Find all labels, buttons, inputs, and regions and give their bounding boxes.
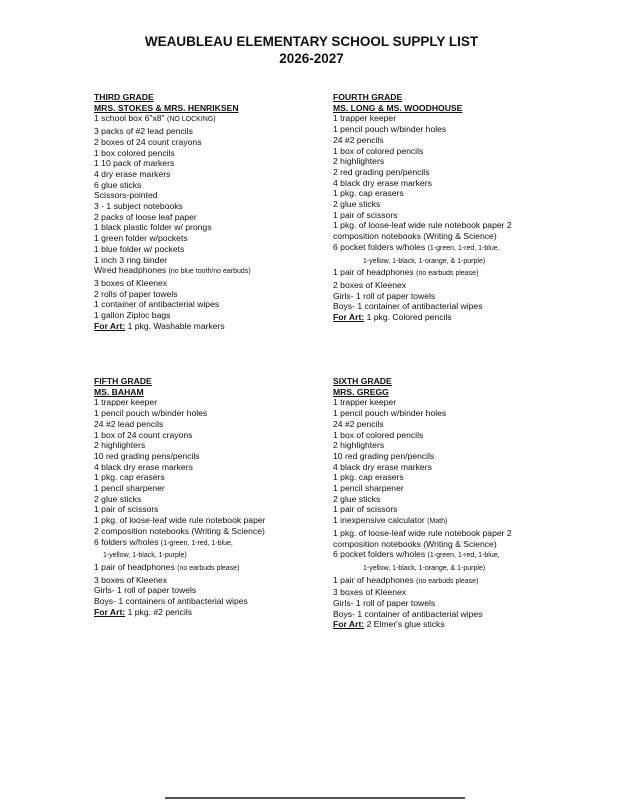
supply-item [333,178,593,189]
supply-item [333,301,593,312]
supply-item [94,137,326,148]
supply-item-text: 1 box of colored pencils [333,145,424,156]
supply-item [333,242,593,255]
supply-item-text: Boys- 1 container of antibacterial wipes [333,301,483,312]
supply-item [94,278,326,289]
supply-item [94,575,326,586]
supply-item-text: 2 rolls of paper towels [94,288,178,299]
teacher-heading: MS. BAHAM [94,386,144,397]
supply-item [333,451,593,462]
supply-item [94,504,326,515]
supply-item-text: 24 #2 pencils [333,418,384,429]
fifth-grade-column [94,376,326,617]
bottom-divider [165,797,465,799]
art-value: 1 pkg. Colored pencils [364,312,452,323]
supply-item-text: 1 pkg. of loose-leaf wide rule notebook paper [94,515,266,526]
supply-item [94,180,326,191]
supply-item [94,233,326,244]
supply-item [333,167,593,178]
supply-item-text: 3 - 1 subject notebooks [94,201,183,212]
grade-heading: THIRD GRADE [94,92,154,102]
supply-item [333,587,593,598]
art-value: 1 pkg. #2 pencils [125,606,193,617]
supply-item-text: 1 pencil pouch w/binder holes [333,124,447,135]
art-label: For Art: [94,320,126,331]
supply-item [333,609,593,620]
supply-item-text: 1 pkg. cap erasers [333,188,404,199]
supply-item [94,537,326,550]
supply-item-note: (1-green, 1-red, 1-blue, [427,244,500,252]
art-label: For Art: [333,619,365,630]
supply-item [94,244,326,255]
supply-item [94,255,326,266]
supply-item-text: 1 pkg. cap erasers [333,472,404,483]
teacher-heading: MS. LONG & MS. WOODHOUSE [333,102,463,113]
supply-item-text: 1 pkg. cap erasers [94,472,165,483]
supply-item-text: 1 box of 24 count crayons [94,429,193,440]
supply-item-text: 1 pair of headphones [333,267,417,278]
supply-item-note: 1-yellow, 1-black, 1-purple) [103,552,187,560]
art-label: For Art: [333,312,365,323]
supply-item-note: (NO LOCKING) [166,116,216,124]
supply-item-text: 2 highlighters [333,156,385,167]
supply-item-note: (1-green, 1-red, 1-blue, [160,539,233,547]
art-value: 2 Elmer's glue sticks [364,619,445,630]
supply-item [333,220,593,231]
supply-item-text: 1 box of colored pencils [333,429,424,440]
supply-item-text: 2 glue sticks [333,199,381,210]
supply-item [94,494,326,505]
supply-item [94,526,326,537]
supply-item [333,528,593,539]
supply-item [333,549,593,562]
supply-item-note: (no blue tooth/no earbuds) [168,268,251,276]
art-supply [333,619,593,630]
supply-item [333,419,593,430]
supply-item-text: Boys- 1 container of antibacterial wipes [333,608,483,619]
art-value: 1 pkg. Washable markers [125,320,225,331]
supply-item-note: (no earbuds please) [177,564,240,572]
grade-heading: FOURTH GRADE [333,92,403,102]
supply-item [94,169,326,180]
supply-item-text: 4 dry erase markers [94,168,171,179]
supply-item-text: 1 10 pack of markers [94,158,175,169]
supply-item-text: 6 glue sticks [94,179,142,190]
supply-item-text: 1 pair of headphones [333,574,417,585]
supply-list [333,397,593,619]
supply-item-text: 10 red grading pen/pencils [333,450,435,461]
supply-item-text: 1 gallon Ziploc bags [94,310,171,321]
supply-item-text: 2 packs of loose leaf paper [94,211,197,222]
supply-item [94,113,326,126]
supply-item-text: 6 pocket folders w/holes [333,241,428,252]
grade-heading: SIXTH GRADE [333,376,392,386]
supply-item [94,148,326,159]
supply-item-text: 2 glue sticks [333,493,381,504]
supply-item-note: 1-yellow, 1-black, 1-orange, & 1-purple) [363,257,486,265]
supply-item [333,267,593,280]
supply-item-text: Girls- 1 roll of paper towels [333,290,436,301]
supply-item-text: 4 black dry erase markers [333,461,432,472]
supply-item-note: (no earbuds please) [416,577,479,585]
supply-item [333,494,593,505]
supply-item [94,562,326,575]
supply-item-text: 2 highlighters [94,440,146,451]
supply-item-text: 2 red grading pen/pencils [333,166,430,177]
supply-item-text: composition notebooks (Writing & Science) [333,231,497,242]
supply-item-text: 6 pocket folders w/holes [333,549,428,560]
supply-item-note: (1-green, 1-red, 1-blue, [427,552,500,560]
supply-item-text: 2 composition notebooks (Writing & Science) [94,525,265,536]
supply-item-text: Wired headphones [94,265,169,276]
supply-item [333,462,593,473]
supply-item-note: 1-yellow, 1-black, 1-orange, & 1-purple) [363,564,486,572]
supply-item-note: (no earbuds please) [416,270,479,278]
supply-item-text: composition notebooks (Writing & Science) [333,538,497,549]
supply-item-note: (Math) [427,518,448,526]
supply-item-text: 3 packs of #2 lead pencils [94,126,193,137]
supply-item-text: 3 boxes of Kleenex [94,574,168,585]
supply-item [94,440,326,451]
supply-item [94,585,326,596]
supply-item [94,265,326,278]
supply-list [94,113,326,320]
supply-item-text: 1 inexpensive calculator [333,515,428,526]
supply-item [333,210,593,221]
supply-item-text: 1 pair of headphones [94,561,178,572]
supply-item-text: 24 #2 lead pencils [94,418,164,429]
supply-item [94,430,326,441]
supply-item [94,472,326,483]
teacher-heading: MRS. STOKES & MRS. HENRIKSEN [94,102,239,113]
supply-item-text: 1 pair of scissors [333,504,398,515]
supply-item [333,280,593,291]
supply-item [333,539,593,550]
supply-item [333,199,593,210]
supply-item-text: 1 box colored pencils [94,147,175,158]
supply-item [94,397,326,408]
supply-item [333,598,593,609]
supply-item [333,113,593,124]
supply-item [94,222,326,233]
sixth-grade-column [333,376,593,630]
supply-item-text: 1 inch 3 ring binder [94,254,168,265]
supply-item [94,408,326,419]
grade-heading: FIFTH GRADE [94,376,152,386]
supply-item-text: Scissors-pointed [94,190,158,201]
supply-item-text: 1 blue folder w/ pockets [94,243,185,254]
supply-item-text: 1 pencil sharpener [94,483,165,494]
supply-item [333,255,593,268]
supply-item-text: 1 pencil pouch w/binder holes [333,408,447,419]
supply-item [94,310,326,321]
supply-item-text: Girls- 1 roll of paper towels [333,598,436,609]
supply-item-text: 6 folders w/holes [94,536,161,547]
art-supply [94,607,326,618]
supply-item-text: 1 pair of scissors [94,504,159,515]
supply-item [94,549,326,562]
supply-item-text: 1 trapper keeper [333,397,397,408]
supply-item-text: 1 green folder w/pockets [94,233,188,244]
fourth-grade-column [333,92,593,323]
supply-item-text: 2 boxes of Kleenex [333,279,407,290]
supply-item-text: 3 boxes of Kleenex [333,587,407,598]
supply-item [94,299,326,310]
supply-item [333,440,593,451]
supply-item-text: 1 trapper keeper [94,397,158,408]
supply-item-text: 3 boxes of Kleenex [94,277,168,288]
supply-item-text: 4 black dry erase markers [94,461,193,472]
title-line-2: 2026-2027 [279,51,344,66]
supply-item-text: 1 trapper keeper [333,113,397,124]
supply-item [333,291,593,302]
supply-item [333,124,593,135]
supply-item [333,156,593,167]
supply-list [333,113,593,312]
supply-item [94,289,326,300]
supply-item [333,146,593,157]
supply-item-text: 1 pkg. of loose-leaf wide rule notebook paper 2 [333,220,512,231]
supply-item-text: 2 boxes of 24 count crayons [94,136,202,147]
supply-item [94,212,326,223]
supply-item [333,472,593,483]
supply-item [333,231,593,242]
supply-item [94,126,326,137]
supply-item [94,190,326,201]
supply-item [333,408,593,419]
title-line-1: WEAUBLEAU ELEMENTARY SCHOOL SUPPLY LIST [144,34,479,49]
supply-item [94,451,326,462]
supply-item [94,462,326,473]
art-label: For Art: [94,606,126,617]
supply-item-text: 1 pencil sharpener [333,483,404,494]
supply-item-text: 24 #2 pencils [333,134,384,145]
supply-item [333,515,593,528]
supply-item [333,135,593,146]
page-title [0,33,623,67]
supply-item-text: 1 black plastic folder w/ prongs [94,222,212,233]
supply-item-text: 2 glue sticks [94,493,142,504]
third-grade-column [94,92,326,331]
supply-item-text: 2 highlighters [333,440,385,451]
supply-item [333,504,593,515]
supply-item-text: 10 red grading pens/pencils [94,450,200,461]
supply-item [94,515,326,526]
supply-item [333,575,593,588]
supply-item [333,397,593,408]
supply-item-text: Boys- 1 containers of antibacterial wipes [94,596,248,607]
supply-item [333,483,593,494]
art-supply [333,312,593,323]
supply-item-text: 1 pencil pouch w/binder holes [94,408,208,419]
supply-item-text: 4 black dry erase markers [333,177,432,188]
supply-item [333,188,593,199]
supply-item [94,483,326,494]
supply-item [94,201,326,212]
teacher-heading: MRS. GREGG [333,386,389,397]
supply-item [94,158,326,169]
art-supply [94,321,326,332]
supply-item-text: 1 pkg. of loose-leaf wide rule notebook paper 2 [333,527,512,538]
supply-item [333,430,593,441]
supply-list [94,397,326,606]
supply-item-text: Girls- 1 roll of paper towels [94,585,197,596]
supply-item-text: 1 container of antibacterial wipes [94,299,220,310]
supply-item-text: 1 pair of scissors [333,209,398,220]
supply-item [94,419,326,430]
supply-item-text: 1 school box 6"x8" [94,113,167,124]
supply-item [333,562,593,575]
supply-item [94,596,326,607]
